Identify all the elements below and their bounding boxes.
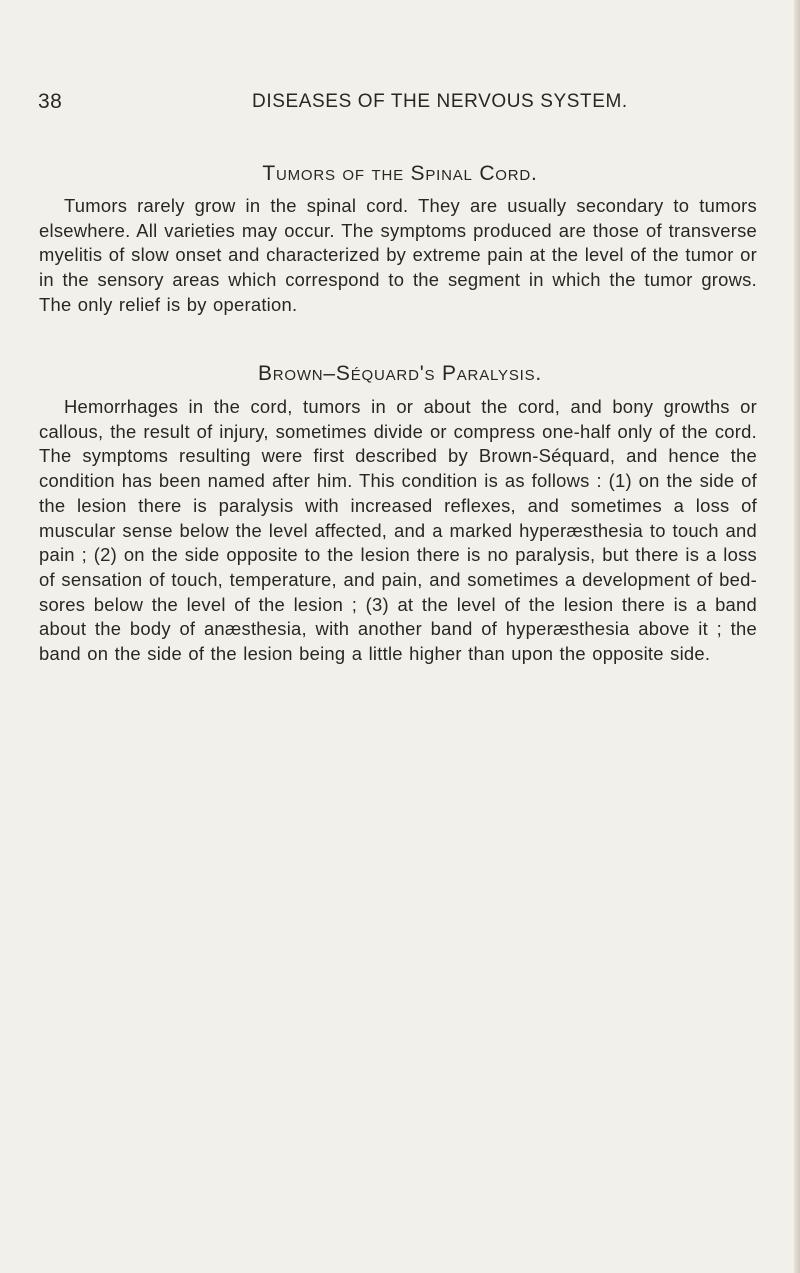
paragraph-brown-sequard: Hemorrhages in the cord, tumors in or about the cord, and bony growths or callous, the result of injury, sometimes divide or compress one-half only of the cord. The symptoms resulting were first described by Brown-Séquard, and hence the condition has been named after him. This condition is as follows : (1) on the side of the lesion there is paralysis with increased reflexes, and sometimes a loss of muscular sense below the level affected, and a marked hyperæsthesia to touch and pain ; (2) on the side opposite to the lesion there is no paralysis, but there is a loss of sensation of touch, temperature, and pain, and sometimes a development of bed-sores below the level of the lesion ; (3) at the level of the lesion there is a band about the body of anæsthesia, with another band of hyperæsthesia above it ; the band on the side of the lesion being a little higher than upon the opposite side. (39, 396, 757, 665)
page-edge (794, 0, 800, 1273)
section-heading-spinal-tumors: Tumors of the Spinal Cord. (262, 162, 538, 185)
running-header (38, 90, 658, 118)
running-title: DISEASES OF THE NERVOUS SYSTEM. (252, 91, 628, 112)
page-number: 38 (38, 90, 63, 113)
section-heading-brown-sequard: Brown–Séquard's Paralysis. (257, 362, 543, 385)
paragraph-spinal-tumors: Tumors rarely grow in the spinal cord. They are usually secondary to tumors elsewhere. All varieties may occur. The symptoms produced are those of transverse myelitis of slow onset and characterized by extreme pain at the level of the tumor or in the sensory areas which correspond to the segment in which the tumor grows. The only relief is by operation. (39, 195, 757, 315)
